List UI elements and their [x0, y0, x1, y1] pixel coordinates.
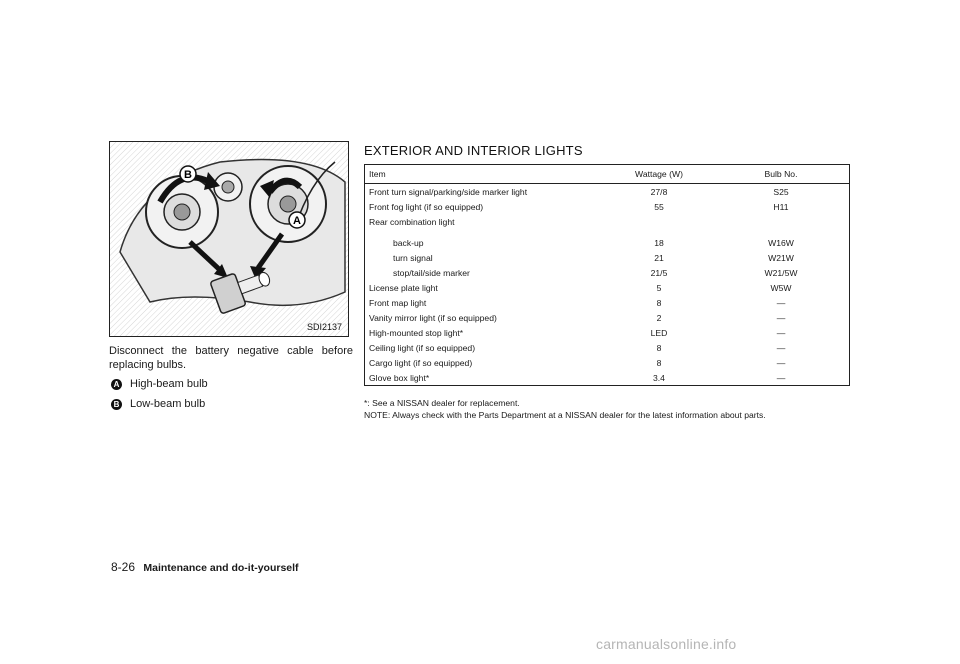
section-title: EXTERIOR AND INTERIOR LIGHTS: [364, 143, 583, 158]
headlight-illustration: [109, 141, 349, 337]
header-wattage: Wattage (W): [605, 165, 713, 184]
cell-wattage: 55: [654, 201, 664, 212]
page-footer: [111, 560, 299, 574]
cell-item: License plate light: [369, 282, 438, 293]
callout-a-badge: A: [111, 379, 122, 390]
cell-bulb-no: —: [776, 357, 786, 368]
table-row: [365, 199, 850, 214]
footnote: *: See a NISSAN dealer for replacement.: [364, 398, 520, 408]
cell-wattage: 8: [656, 297, 662, 308]
table-row: [365, 235, 850, 250]
cell-bulb-no: S25: [773, 186, 789, 197]
cell-wattage: 8: [656, 357, 662, 368]
cell-item: Front fog light (if so equipped): [369, 201, 484, 212]
cell-bulb-no: —: [776, 297, 786, 308]
table-row: [365, 310, 850, 325]
section-name: Maintenance and do-it-yourself: [143, 562, 299, 574]
table-row: [365, 184, 850, 200]
cell-wattage: 2: [656, 312, 662, 323]
cell-item: Cargo light (if so equipped): [369, 357, 473, 368]
header-item: Item: [365, 165, 606, 184]
table-row: [365, 370, 850, 386]
cell-bulb-no: W21/5W: [764, 267, 798, 278]
lights-table: [364, 164, 850, 386]
header-bulb-no: Bulb No.: [713, 165, 850, 184]
cell-item: Rear combination light: [369, 216, 455, 227]
cell-item: back-up: [393, 237, 424, 248]
table-row: [365, 325, 850, 340]
table-row: [365, 265, 850, 280]
table-header-row: [365, 165, 850, 184]
cell-item: Vanity mirror light (if so equipped): [369, 312, 497, 323]
cell-item: stop/tail/side marker: [393, 267, 470, 278]
cell-wattage: 21/5: [650, 267, 668, 278]
cell-wattage: 27/8: [650, 186, 668, 197]
cell-bulb-no: —: [776, 327, 786, 338]
cell-bulb-no: W16W: [768, 237, 794, 248]
cell-item: Front map light: [369, 297, 427, 308]
cell-bulb-no: —: [776, 312, 786, 323]
table-row: [365, 340, 850, 355]
cell-item: Glove box light*: [369, 372, 430, 383]
cell-wattage: 8: [656, 342, 662, 353]
cell-wattage: 5: [656, 282, 662, 293]
table-row: [365, 355, 850, 370]
cell-bulb-no: [713, 214, 850, 229]
figure-code: SDI2137: [306, 322, 342, 332]
callout-b: B: [184, 169, 192, 181]
table-row: [365, 214, 850, 229]
watermark: carmanualsonline.info: [596, 636, 737, 652]
cell-bulb-no: H11: [773, 201, 789, 212]
cell-wattage: 3.4: [653, 372, 665, 383]
headlight-drawing: [110, 142, 349, 337]
callout-a: A: [293, 215, 301, 227]
legend-label: High-beam bulb: [130, 378, 208, 390]
page-number: 8-26: [111, 560, 136, 574]
table-row: [365, 250, 850, 265]
cell-bulb-no: —: [776, 372, 786, 383]
cell-wattage: LED: [650, 327, 668, 338]
cell-item: High-mounted stop light*: [369, 327, 464, 338]
table-row: [365, 295, 850, 310]
cell-item: Front turn signal/parking/side marker light: [369, 186, 528, 197]
callout-b-badge: B: [111, 399, 122, 410]
table-notes: [364, 397, 766, 421]
note: NOTE: Always check with the Parts Department at a NISSAN dealer for the latest information about parts.: [364, 410, 766, 420]
cell-item: Ceiling light (if so equipped): [369, 342, 476, 353]
cell-item: turn signal: [393, 252, 433, 263]
cell-wattage: [605, 214, 713, 229]
legend-label: Low-beam bulb: [130, 398, 206, 410]
legend-item-high-beam: [111, 378, 208, 390]
table-row: [365, 280, 850, 295]
lead-text: Disconnect the battery negative cable before replacing bulbs.: [109, 345, 353, 371]
cell-wattage: 21: [654, 252, 664, 263]
cell-wattage: 18: [654, 237, 664, 248]
cell-bulb-no: W21W: [768, 252, 794, 263]
legend-item-low-beam: [111, 398, 205, 410]
cell-bulb-no: —: [776, 342, 786, 353]
cell-bulb-no: W5W: [770, 282, 792, 293]
